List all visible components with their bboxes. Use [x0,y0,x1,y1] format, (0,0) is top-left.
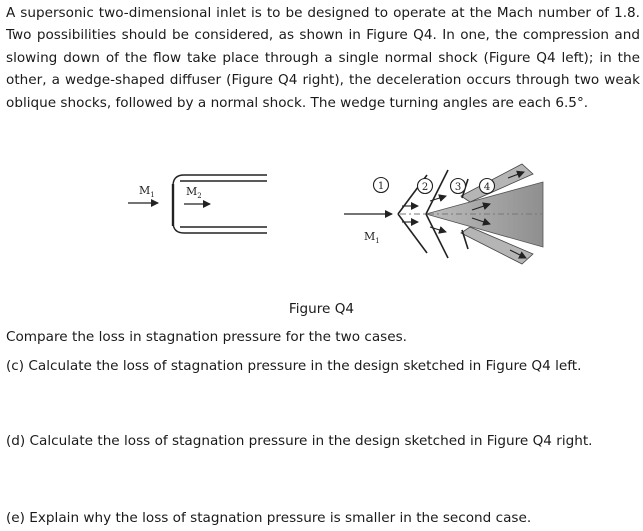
region-4-marker [480,179,495,194]
part-d: (d) Calculate the loss of stagnation pressure in the design sketched in Figure Q4 right. [6,433,593,449]
figure-caption: Figure Q4 [288,301,355,317]
region-1-marker [374,178,389,193]
problem-intro: A supersonic two-dimensional inlet is to be designed to operate at the Mach number of 1.8. Two possibilities should be considered, as shown in Figure Q4. In one, the compression and slowing down of the flow take place through a single normal shock (Figure Q4 left); in the other, a wedge-shaped diffuser (Figure Q4 right), the deceleration occurs through two weak oblique shocks, followed by a normal shock. The wedge turning angles are each 6.5°. [6,5,640,111]
left-m1-label: $M_1$ [139,184,155,199]
region-3-marker [451,179,466,194]
right-inlet-diagram [344,164,543,264]
svg-text:3: 3 [454,182,462,193]
left-m2-label: $M_2$ [186,185,202,200]
svg-text:4: 4 [483,182,491,193]
region-2-marker [418,179,433,194]
svg-text:1: 1 [377,181,385,192]
part-c: (c) Calculate the loss of stagnation pressure in the design sketched in Figure Q4 left. [6,358,582,374]
compare-statement: Compare the loss in stagnation pressure for the two cases. [6,329,408,345]
oblique-shock-2-lower [426,214,448,258]
left-inlet-diagram [128,175,267,233]
right-m1-label: $M_1$ [364,230,380,245]
part-e: (e) Explain why the loss of stagnation pressure is smaller in the second case. [6,510,532,526]
svg-text:2: 2 [421,182,429,193]
oblique-shock-1-lower [398,214,427,253]
figure-q4 [0,158,643,288]
